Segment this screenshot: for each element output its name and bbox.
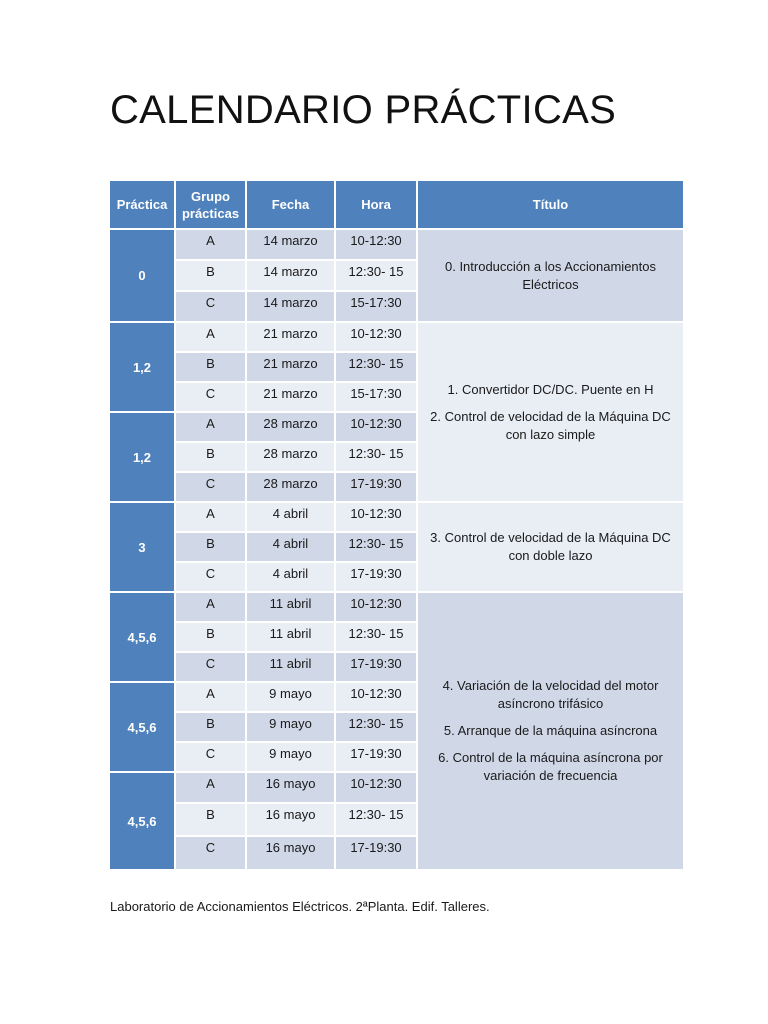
fecha-cell: 9 mayo	[246, 682, 335, 712]
grupo-cell: A	[175, 412, 246, 442]
hora-cell: 17-19:30	[335, 472, 417, 502]
grupo-cell: B	[175, 712, 246, 742]
fecha-cell: 14 marzo	[246, 291, 335, 322]
header-grupo: Grupo prácticas	[175, 181, 246, 229]
hora-cell: 12:30- 15	[335, 622, 417, 652]
titulo-line: 3. Control de velocidad de la Máquina DC con doble lazo	[430, 530, 671, 563]
fecha-cell: 21 marzo	[246, 352, 335, 382]
practica-cell: 4,5,6	[110, 772, 175, 870]
hora-cell: 10-12:30	[335, 412, 417, 442]
titulo-line: 6. Control de la máquina asíncrona por variación de frecuencia	[438, 750, 663, 783]
footer-location: Laboratorio de Accionamientos Eléctricos. 2ªPlanta. Edif. Talleres.	[110, 899, 490, 914]
hora-cell: 17-19:30	[335, 742, 417, 772]
hora-cell: 17-19:30	[335, 562, 417, 592]
hora-cell: 12:30- 15	[335, 260, 417, 291]
fecha-cell: 9 mayo	[246, 712, 335, 742]
titulo-line: 4. Variación de la velocidad del motor asíncrono trifásico	[442, 678, 659, 711]
titulo-line: 5. Arranque de la máquina asíncrona	[443, 723, 658, 738]
practica-cell: 1,2	[110, 322, 175, 412]
grupo-cell: A	[175, 682, 246, 712]
titulo-line: 0. Introducción a los Accionamientos Eléctricos	[444, 258, 656, 292]
grupo-cell: B	[175, 260, 246, 291]
hora-cell: 10-12:30	[335, 229, 417, 260]
header-fecha: Fecha	[246, 181, 335, 229]
fecha-cell: 14 marzo	[246, 260, 335, 291]
header-hora: Hora	[335, 181, 417, 229]
hora-cell: 12:30- 15	[335, 442, 417, 472]
grupo-cell: C	[175, 652, 246, 682]
fecha-cell: 11 abril	[246, 622, 335, 652]
fecha-cell: 16 mayo	[246, 803, 335, 836]
fecha-cell: 21 marzo	[246, 322, 335, 352]
hora-cell: 12:30- 15	[335, 803, 417, 836]
schedule-table	[110, 181, 683, 871]
grupo-cell: A	[175, 322, 246, 352]
practica-cell: 3	[110, 502, 175, 592]
header-titulo: Título	[417, 181, 683, 229]
hora-cell: 10-12:30	[335, 772, 417, 803]
grupo-cell: A	[175, 502, 246, 532]
titulo-cell	[417, 592, 683, 870]
fecha-cell: 9 mayo	[246, 742, 335, 772]
table-header-row	[110, 181, 683, 229]
titulo-cell	[417, 229, 683, 322]
fecha-cell: 4 abril	[246, 532, 335, 562]
fecha-cell: 21 marzo	[246, 382, 335, 412]
practica-cell: 4,5,6	[110, 682, 175, 772]
fecha-cell: 28 marzo	[246, 412, 335, 442]
grupo-cell: B	[175, 352, 246, 382]
grupo-cell: C	[175, 562, 246, 592]
grupo-cell: B	[175, 442, 246, 472]
table-row	[110, 322, 683, 352]
grupo-cell: C	[175, 291, 246, 322]
fecha-cell: 16 mayo	[246, 836, 335, 870]
practica-cell: 1,2	[110, 412, 175, 502]
fecha-cell: 4 abril	[246, 502, 335, 532]
header-practica: Práctica	[110, 181, 175, 229]
hora-cell: 10-12:30	[335, 592, 417, 622]
table-row	[110, 592, 683, 622]
practica-cell: 0	[110, 229, 175, 322]
hora-cell: 15-17:30	[335, 291, 417, 322]
grupo-cell: A	[175, 229, 246, 260]
hora-cell: 17-19:30	[335, 652, 417, 682]
table-row	[110, 229, 683, 260]
fecha-cell: 28 marzo	[246, 442, 335, 472]
hora-cell: 17-19:30	[335, 836, 417, 870]
grupo-cell: C	[175, 836, 246, 870]
hora-cell: 12:30- 15	[335, 352, 417, 382]
hora-cell: 10-12:30	[335, 682, 417, 712]
grupo-cell: B	[175, 532, 246, 562]
fecha-cell: 14 marzo	[246, 229, 335, 260]
fecha-cell: 4 abril	[246, 562, 335, 592]
titulo-line: 2. Control de velocidad de la Máquina DC con lazo simple	[430, 408, 671, 442]
hora-cell: 12:30- 15	[335, 712, 417, 742]
grupo-cell: B	[175, 622, 246, 652]
titulo-line: 1. Convertidor DC/DC. Puente en H	[447, 381, 654, 397]
fecha-cell: 11 abril	[246, 652, 335, 682]
grupo-cell: A	[175, 772, 246, 803]
practica-cell: 4,5,6	[110, 592, 175, 682]
fecha-cell: 28 marzo	[246, 472, 335, 502]
hora-cell: 15-17:30	[335, 382, 417, 412]
titulo-cell	[417, 502, 683, 592]
grupo-cell: C	[175, 742, 246, 772]
hora-cell: 12:30- 15	[335, 532, 417, 562]
table-row	[110, 502, 683, 532]
titulo-cell	[417, 322, 683, 502]
hora-cell: 10-12:30	[335, 502, 417, 532]
grupo-cell: C	[175, 382, 246, 412]
grupo-cell: C	[175, 472, 246, 502]
hora-cell: 10-12:30	[335, 322, 417, 352]
grupo-cell: B	[175, 803, 246, 836]
page-title: CALENDARIO PRÁCTICAS	[110, 88, 617, 132]
fecha-cell: 16 mayo	[246, 772, 335, 803]
fecha-cell: 11 abril	[246, 592, 335, 622]
grupo-cell: A	[175, 592, 246, 622]
